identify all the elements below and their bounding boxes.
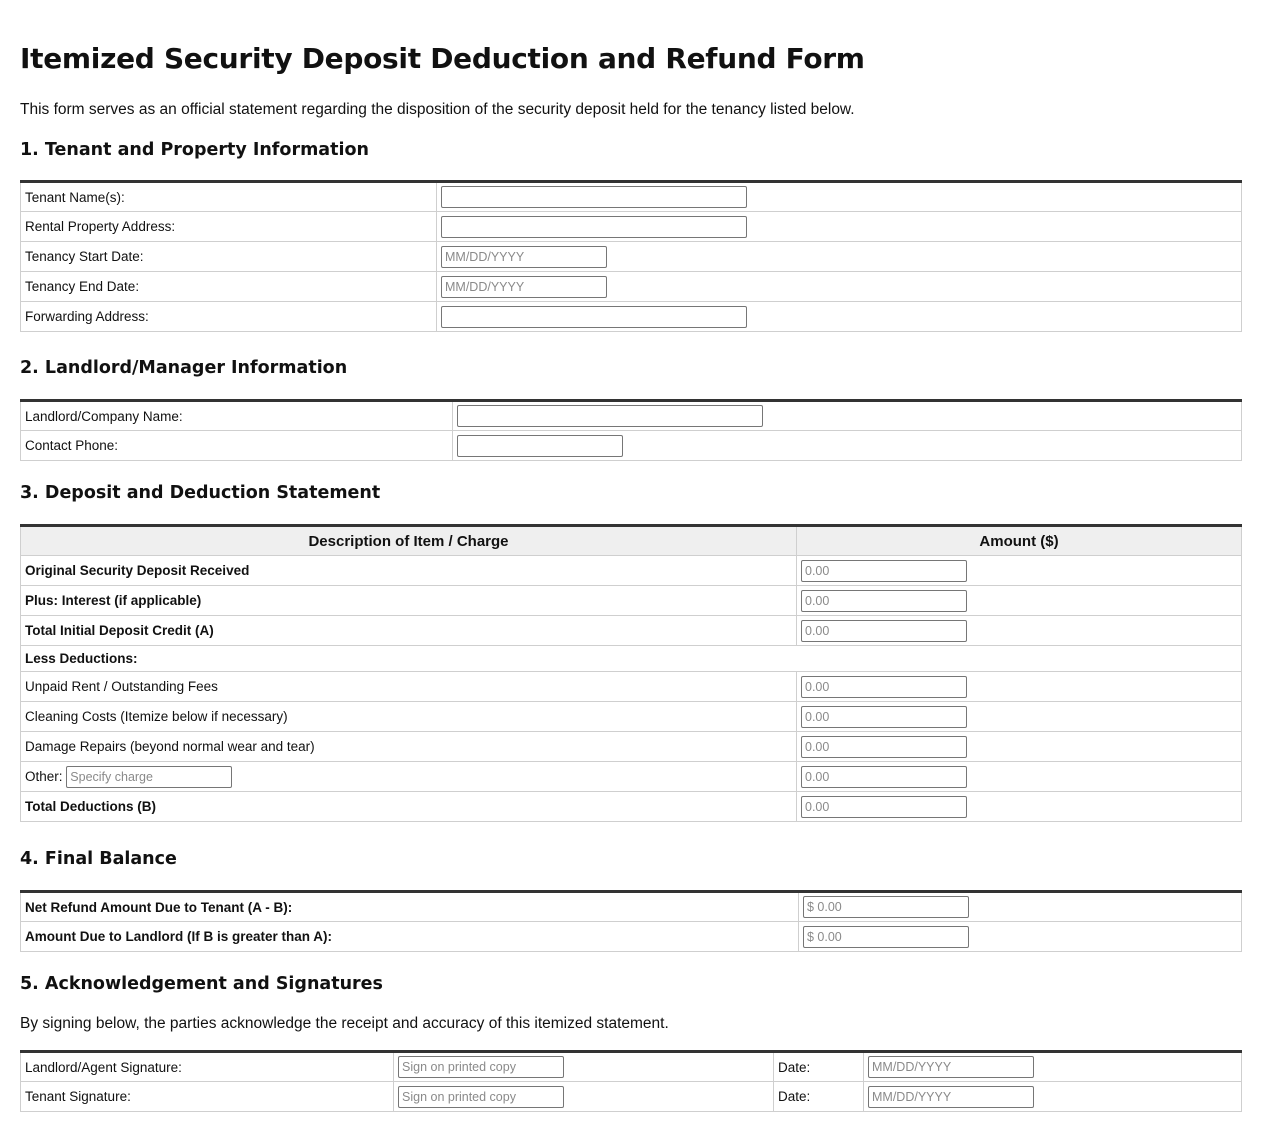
table-row bbox=[21, 182, 1242, 212]
total-deductions-input[interactable] bbox=[801, 796, 967, 818]
amount-column-header: Amount ($) bbox=[797, 526, 1242, 556]
other-charge-amount-input[interactable] bbox=[801, 766, 967, 788]
damage-repairs-amount-input[interactable] bbox=[801, 736, 967, 758]
table-row bbox=[21, 792, 1242, 822]
table-row bbox=[21, 616, 1242, 646]
net-refund-label: Net Refund Amount Due to Tenant (A - B): bbox=[21, 892, 799, 922]
table-row bbox=[21, 556, 1242, 586]
property-address-label: Rental Property Address: bbox=[21, 212, 437, 242]
tenant-property-table bbox=[20, 180, 1242, 332]
table-header-row bbox=[21, 526, 1242, 556]
cleaning-costs-label: Cleaning Costs (Itemize below if necessary) bbox=[21, 702, 797, 732]
tenancy-start-label: Tenancy Start Date: bbox=[21, 242, 437, 272]
other-label: Other: bbox=[25, 769, 63, 784]
table-row bbox=[21, 702, 1242, 732]
section-2-heading: 2. Landlord/Manager Information bbox=[20, 358, 348, 378]
tenancy-end-date-input[interactable] bbox=[441, 276, 607, 298]
deduction-table bbox=[20, 524, 1242, 822]
tenant-date-label: Date: bbox=[774, 1082, 864, 1112]
landlord-date-input[interactable] bbox=[868, 1056, 1034, 1078]
tenant-date-input[interactable] bbox=[868, 1086, 1034, 1108]
forwarding-address-input[interactable] bbox=[441, 306, 747, 328]
damage-repairs-label: Damage Repairs (beyond normal wear and tear) bbox=[21, 732, 797, 762]
tenant-signature-input[interactable] bbox=[398, 1086, 564, 1108]
cleaning-costs-amount-input[interactable] bbox=[801, 706, 967, 728]
original-deposit-label: Original Security Deposit Received bbox=[21, 556, 797, 586]
section-5-heading: 5. Acknowledgement and Signatures bbox=[20, 974, 383, 994]
acknowledgement-text: By signing below, the parties acknowledge the receipt and accuracy of this itemized statement. bbox=[20, 1015, 669, 1032]
intro-text: This form serves as an official statement regarding the disposition of the security deposit held for the tenancy listed below. bbox=[20, 101, 855, 118]
amount-due-landlord-input[interactable] bbox=[803, 926, 969, 948]
table-row bbox=[21, 272, 1242, 302]
contact-phone-label: Contact Phone: bbox=[21, 431, 453, 461]
table-row bbox=[21, 302, 1242, 332]
table-row bbox=[21, 732, 1242, 762]
less-deductions-label: Less Deductions: bbox=[21, 646, 1242, 672]
table-row bbox=[21, 1082, 1242, 1112]
table-row bbox=[21, 646, 1242, 672]
table-row bbox=[21, 922, 1242, 952]
total-deductions-label: Total Deductions (B) bbox=[21, 792, 797, 822]
net-refund-amount-input[interactable] bbox=[803, 896, 969, 918]
unpaid-rent-amount-input[interactable] bbox=[801, 676, 967, 698]
total-initial-credit-input[interactable] bbox=[801, 620, 967, 642]
table-row bbox=[21, 586, 1242, 616]
tenancy-end-label: Tenancy End Date: bbox=[21, 272, 437, 302]
table-row bbox=[21, 242, 1242, 272]
other-charge-specify-input[interactable] bbox=[66, 766, 232, 788]
table-row bbox=[21, 212, 1242, 242]
section-3-heading: 3. Deposit and Deduction Statement bbox=[20, 483, 381, 503]
total-initial-credit-label: Total Initial Deposit Credit (A) bbox=[21, 616, 797, 646]
description-column-header: Description of Item / Charge bbox=[21, 526, 797, 556]
tenant-name-label: Tenant Name(s): bbox=[21, 182, 437, 212]
landlord-signature-label: Landlord/Agent Signature: bbox=[21, 1052, 394, 1082]
property-address-input[interactable] bbox=[441, 216, 747, 238]
table-row bbox=[21, 672, 1242, 702]
unpaid-rent-label: Unpaid Rent / Outstanding Fees bbox=[21, 672, 797, 702]
interest-amount-input[interactable] bbox=[801, 590, 967, 612]
tenant-name-input[interactable] bbox=[441, 186, 747, 208]
interest-label: Plus: Interest (if applicable) bbox=[21, 586, 797, 616]
landlord-name-label: Landlord/Company Name: bbox=[21, 401, 453, 431]
table-row bbox=[21, 892, 1242, 922]
landlord-date-label: Date: bbox=[774, 1052, 864, 1082]
table-row bbox=[21, 1052, 1242, 1082]
tenant-signature-label: Tenant Signature: bbox=[21, 1082, 394, 1112]
section-4-heading: 4. Final Balance bbox=[20, 849, 177, 869]
contact-phone-input[interactable] bbox=[457, 435, 623, 457]
tenancy-start-date-input[interactable] bbox=[441, 246, 607, 268]
table-row bbox=[21, 762, 1242, 792]
landlord-name-input[interactable] bbox=[457, 405, 763, 427]
forwarding-address-label: Forwarding Address: bbox=[21, 302, 437, 332]
table-row bbox=[21, 401, 1242, 431]
page-title: Itemized Security Deposit Deduction and Refund Form bbox=[20, 42, 865, 75]
original-deposit-amount-input[interactable] bbox=[801, 560, 967, 582]
landlord-signature-input[interactable] bbox=[398, 1056, 564, 1078]
section-1-heading: 1. Tenant and Property Information bbox=[20, 140, 369, 160]
final-balance-table bbox=[20, 890, 1242, 952]
amount-due-landlord-label: Amount Due to Landlord (If B is greater than A): bbox=[21, 922, 799, 952]
landlord-table bbox=[20, 399, 1242, 461]
table-row bbox=[21, 431, 1242, 461]
signature-table bbox=[20, 1050, 1242, 1112]
